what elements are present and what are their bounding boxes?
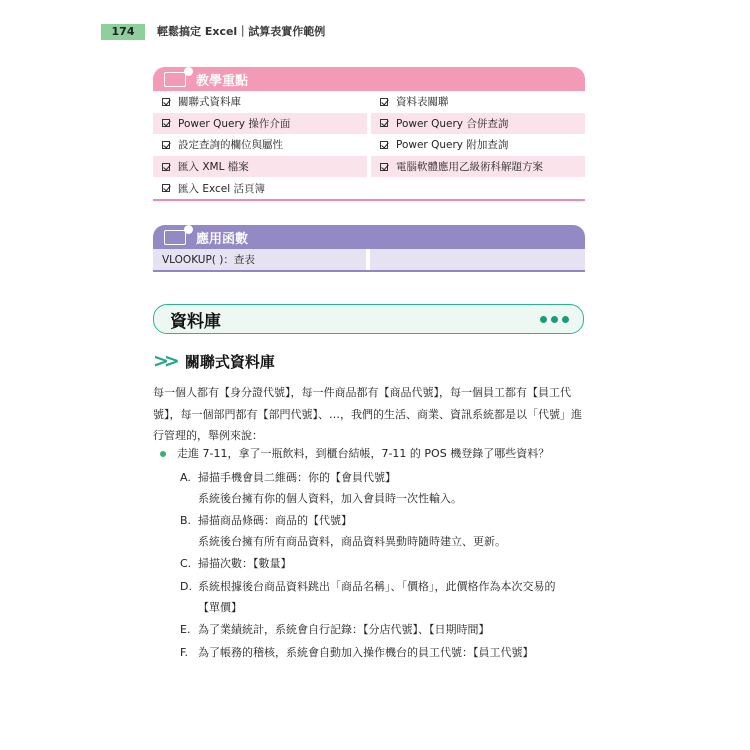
functions-title: 應用函數 xyxy=(196,231,249,247)
section-title: 資料庫 xyxy=(170,311,221,332)
list-item-label: 關聯式資料庫 xyxy=(178,96,241,109)
list-item-label: 電腦軟體應用乙級術科解題方案 xyxy=(396,161,543,174)
item-line2: 系統後台擁有所有商品資料，商品資料異動時隨時建立、更新。 xyxy=(198,535,506,548)
list-item xyxy=(371,113,585,135)
list-item-b xyxy=(180,510,590,552)
checkbox-icon xyxy=(162,184,170,192)
list-item-label: Power Query 操作介面 xyxy=(178,117,291,130)
double-chevron-icon: >> xyxy=(153,350,175,372)
subsection-title: 關聯式資料庫 xyxy=(184,352,275,371)
book-title: 輕鬆搞定 Excel｜試算表實作範例 xyxy=(157,25,326,38)
checkbox-icon xyxy=(162,163,170,171)
list-item-empty xyxy=(371,177,585,199)
subsection-header xyxy=(153,350,275,372)
bullet-text: 走進 7-11，拿了一瓶飲料，到櫃台結帳，7-11 的 POS 機登錄了哪些資料？ xyxy=(177,447,550,460)
list-item xyxy=(153,156,367,178)
item-label: B. xyxy=(180,514,192,527)
list-item xyxy=(371,156,585,178)
functions-row xyxy=(153,249,585,272)
item-line2: 【單價】 xyxy=(198,601,242,614)
checkbox-icon xyxy=(380,141,388,149)
bullet-item xyxy=(160,444,590,463)
checkbox-icon xyxy=(162,141,170,149)
intro-paragraph: 每一個人都有【身分證代號】，每一件商品都有【商品代號】，每一個員工都有【員工代號】，每一個部門都有【部門代號】、…，我們的生活、商業、資訊系統都是以「代號」進行管理的，舉例來說： xyxy=(153,386,582,442)
list-item-c xyxy=(180,553,590,574)
checkbox-icon xyxy=(380,163,388,171)
checkbox-icon xyxy=(380,119,388,127)
item-label: C. xyxy=(180,557,192,570)
item-label: F. xyxy=(180,646,189,659)
checkbox-icon xyxy=(162,119,170,127)
function-icon xyxy=(164,230,186,245)
item-label: E. xyxy=(180,623,191,636)
item-label: A. xyxy=(180,471,191,484)
teaching-points-title: 教學重點 xyxy=(196,73,249,89)
item-line1: 掃描手機會員二維碼：你的【會員代號】 xyxy=(198,471,396,484)
list-item-label: 資料表關聯 xyxy=(396,96,449,109)
checkbox-icon xyxy=(380,98,388,106)
list-item xyxy=(371,91,585,113)
item-line2: 系統後台擁有你的個人資料，加入會員時一次性輸入。 xyxy=(198,492,462,505)
function-item: VLOOKUP( )：查表 xyxy=(153,249,366,270)
item-line1: 系統根據後台商品資料跳出「商品名稱」、「價格」，此價格作為本次交易的 xyxy=(198,580,556,593)
item-line1: 為了帳務的稽核，系統會自動加入操作機台的員工代號：【員工代號】 xyxy=(198,646,534,659)
list-item xyxy=(153,177,367,199)
list-item xyxy=(153,113,367,135)
page-number: 174 xyxy=(101,24,145,40)
list-item-f xyxy=(180,642,590,663)
list-item xyxy=(153,91,367,113)
list-item xyxy=(153,134,367,156)
functions-header xyxy=(153,225,585,249)
item-line1: 掃描商品條碼：商品的【代號】 xyxy=(198,514,352,527)
functions-box xyxy=(153,225,585,272)
bullet-dot-icon xyxy=(160,451,166,457)
list-item-label: 匯入 Excel 活頁簿 xyxy=(178,182,265,195)
item-line1: 掃描次數：【數量】 xyxy=(198,557,292,570)
list-item-label: Power Query 附加查詢 xyxy=(396,139,509,152)
function-item-empty xyxy=(370,249,585,270)
list-item xyxy=(371,134,585,156)
item-line1: 為了業績統計，系統會自行記錄：【分店代號】、【日期時間】 xyxy=(198,623,490,636)
teaching-points-header xyxy=(153,67,585,91)
list-item-e xyxy=(180,619,590,640)
teaching-points-box xyxy=(153,67,585,201)
list-item-label: 匯入 XML 檔案 xyxy=(178,161,249,174)
checkbox-icon xyxy=(162,98,170,106)
item-label: D. xyxy=(180,580,192,593)
presentation-icon xyxy=(164,72,186,87)
list-item-label: Power Query 合併查詢 xyxy=(396,117,509,130)
list-item-label: 設定查詢的欄位與屬性 xyxy=(178,139,283,152)
teaching-points-list xyxy=(153,91,585,201)
section-header xyxy=(153,304,584,334)
list-item-a xyxy=(180,467,590,509)
dots-icon xyxy=(540,316,569,323)
list-item-d xyxy=(180,576,590,618)
